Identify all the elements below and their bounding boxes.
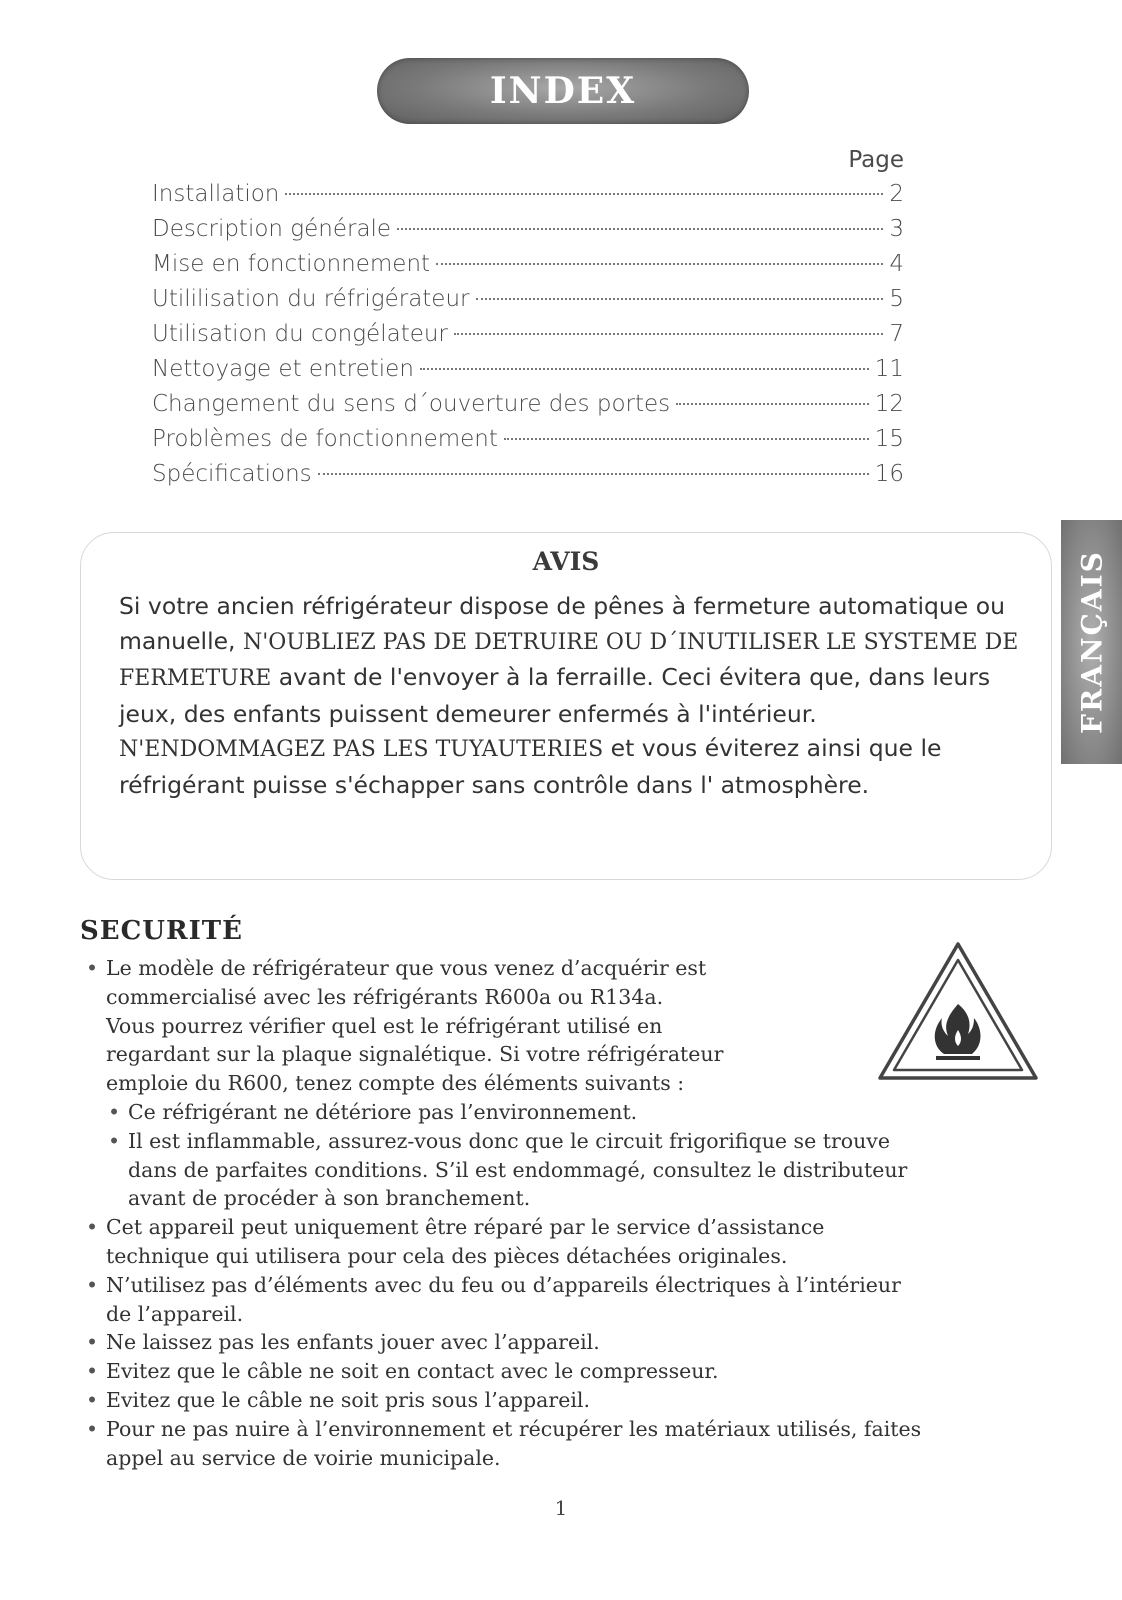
toc-entry [152, 457, 904, 492]
avis-p1-text-end: avant de l'envoyer à la ferraille. Ceci évitera que, dans leurs jeux, des enfants puissent demeurer enfermés à l'intérieur. [119, 663, 991, 728]
language-tab-label: FRANÇAIS [1075, 550, 1108, 734]
securite-intro-line: Vous pourrez vérifier quel est le réfrigérant utilisé en [106, 1013, 663, 1038]
toc-entry-label: Description générale [152, 216, 392, 242]
toc-entry-page: 7 [889, 321, 904, 347]
securite-sub-line: dans de parfaites conditions. S’il est endommagé, consultez le distributeur [128, 1157, 908, 1182]
toc-page-label: Page [848, 147, 904, 173]
securite-intro-line: • Le modèle de réfrigérateur que vous venez d’acquérir est [106, 956, 707, 980]
toc-leader-dots [454, 333, 883, 335]
securite-sub-line: • Il est inflammable, assurez-vous donc que le circuit frigorifique se trouve [128, 1128, 891, 1153]
toc-leader-dots [504, 438, 869, 440]
securite-list [84, 954, 1064, 1472]
securite-item [84, 1357, 1064, 1386]
language-side-tab [1061, 520, 1122, 764]
securite-item-line: • Evitez que le câble ne soit pris sous l’appareil. [106, 1387, 590, 1412]
toc-entry [152, 387, 904, 422]
index-title: INDEX [489, 70, 637, 112]
toc-leader-dots [436, 263, 883, 265]
securite-title: SECURITÉ [80, 916, 243, 946]
securite-sub-item [84, 1098, 1064, 1127]
securite-item [84, 1328, 1064, 1357]
securite-item-line: appel au service de voirie municipale. [106, 1445, 501, 1470]
securite-intro-item [84, 954, 1064, 1098]
toc-entry-label: Spécifications [152, 461, 312, 487]
toc-leader-dots [676, 403, 869, 405]
avis-p2-caps: N'ENDOMMAGEZ PAS LES TUYAUTERIES [119, 737, 604, 762]
securite-item-line: • Evitez que le câble ne soit en contact avec le compresseur. [106, 1359, 719, 1384]
securite-item-line: • N’utilisez pas d’éléments avec du feu ou d’appareils électriques à l’intérieur [106, 1272, 901, 1297]
avis-p1-text: Si votre ancien réfrigérateur dispose de pênes à fermeture automatique ou manuelle, [119, 592, 1006, 655]
securite-intro-line: commercialisé avec les réfrigérants R600a ou R134a. [106, 984, 664, 1009]
toc-entry-page: 2 [889, 181, 904, 207]
avis-paragraph-2 [119, 731, 1039, 802]
toc-entry [152, 212, 904, 247]
avis-paragraph-1 [119, 589, 1039, 731]
toc-entry [152, 317, 904, 352]
toc-leader-dots [318, 473, 869, 475]
securite-item-line: • Cet appareil peut uniquement être réparé par le service d’assistance [106, 1215, 825, 1240]
page-number: 1 [554, 1496, 568, 1520]
securite-item [84, 1415, 1064, 1473]
toc-entry-label: Problèmes de fonctionnement [152, 426, 498, 452]
toc-leader-dots [285, 193, 883, 195]
toc-leader-dots [476, 298, 884, 300]
securite-item [84, 1213, 1064, 1271]
index-header [377, 58, 749, 124]
toc-entry [152, 247, 904, 282]
securite-item-line: de l’appareil. [106, 1301, 244, 1326]
avis-text [119, 589, 1039, 802]
toc-entry-label: Installation [152, 181, 280, 207]
toc-entry-page: 16 [874, 461, 904, 487]
avis-p2-text: et vous éviterez ainsi que le réfrigérant puisse s'échapper sans contrôle dans l' atmosphère. [119, 734, 942, 799]
securite-sub-item [84, 1127, 1064, 1213]
toc-entry-page: 5 [889, 286, 904, 312]
avis-notice-box [80, 532, 1052, 880]
toc-entry [152, 422, 904, 457]
toc-entry-label: Nettoyage et entretien [152, 356, 414, 382]
toc-entry-page: 3 [889, 216, 904, 242]
securite-item-line: • Ne laissez pas les enfants jouer avec l’appareil. [106, 1330, 600, 1355]
securite-sub-line: avant de procéder à son branchement. [128, 1186, 531, 1211]
avis-p1-caps: N'OUBLIEZ PAS DE DETRUIRE OU D´INUTILISER LE SYSTEME DE FERMETURE [119, 629, 1019, 691]
toc-leader-dots [397, 228, 883, 230]
securite-intro-line: emploie du R600, tenez compte des éléments suivants : [106, 1071, 685, 1096]
securite-intro-line: regardant sur la plaque signalétique. Si votre réfrigérateur [106, 1042, 724, 1067]
toc-entry [152, 282, 904, 317]
toc-entry-label: Utilisation du congélateur [152, 321, 448, 347]
securite-item-line: technique qui utilisera pour cela des pièces détachées originales. [106, 1243, 788, 1268]
toc-entry-page: 12 [874, 391, 904, 417]
toc-entry-label: Utililisation du réfrigérateur [152, 286, 470, 312]
toc-entry-page: 11 [874, 356, 904, 382]
securite-item-line: • Pour ne pas nuire à l’environnement et récupérer les matériaux utilisés, faites [106, 1416, 922, 1441]
toc-entry [152, 352, 904, 387]
toc-entry [152, 177, 904, 212]
table-of-contents [152, 143, 904, 492]
securite-sub-line: • Ce réfrigérant ne détériore pas l’environnement. [128, 1099, 638, 1124]
toc-entry-label: Mise en fonctionnement [152, 251, 431, 277]
toc-entry-label: Changement du sens d´ouverture des portes [152, 391, 671, 417]
toc-entry-page: 15 [874, 426, 904, 452]
toc-leader-dots [420, 368, 869, 370]
securite-item [84, 1271, 1064, 1329]
securite-item [84, 1386, 1064, 1415]
toc-entry-page: 4 [889, 251, 904, 277]
avis-title: AVIS [532, 547, 600, 576]
